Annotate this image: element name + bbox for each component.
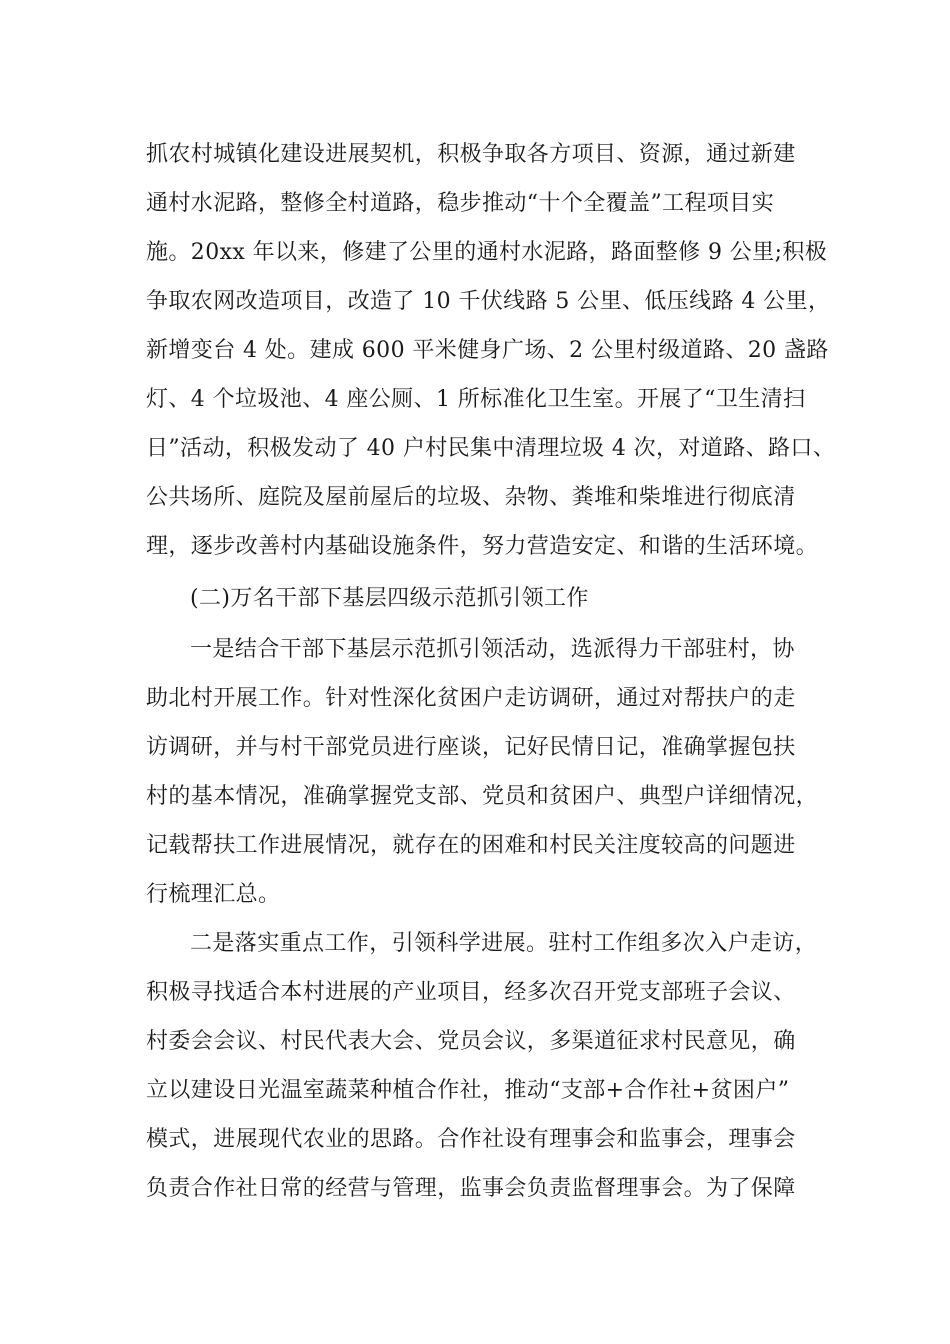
text-line: 村的基本情况，准确掌握党支部、党员和贫困户、典型户详细情况， — [146, 784, 819, 809]
text-line: 灯、4 个垃圾池、4 座公厕、1 所标准化卫生室。开展了“卫生清扫 — [146, 387, 806, 412]
text-line: 行梳理汇总。 — [146, 882, 281, 907]
text-line: 立以建设日光温室蔬菜种植合作社，推动“支部+合作社+贫困户” — [146, 1078, 790, 1103]
text-line: 助北村开展工作。针对性深化贫困户走访调研，通过对帮扶户的走 — [146, 686, 796, 711]
text-line: 负责合作社日常的经营与管理，监事会负责监督理事会。为了保障 — [146, 1176, 796, 1201]
text-line: 施。20xx 年以来，修建了公里的通村水泥路，路面整修 9 公里;积极 — [146, 240, 828, 265]
text-line: 二是落实重点工作，引领科学进展。驻村工作组多次入户走访， — [190, 931, 818, 956]
text-line: 一是结合干部下基层示范抓引领活动，选派得力干部驻村，协 — [190, 637, 795, 662]
text-line: 模式，进展现代农业的思路。合作社设有理事会和监事会，理事会 — [146, 1127, 796, 1152]
text-line: 新增变台 4 处。建成 600 平米健身广场、2 公里村级道路、20 盏路 — [146, 338, 829, 363]
text-line: 抓农村城镇化建设进展契机，积极争取各方项目、资源，通过新建 — [146, 142, 796, 167]
section-heading: (二)万名干部下基层四级示范抓引领工作 — [190, 586, 589, 611]
text-line: 日”活动，积极发动了 40 户村民集中清理垃圾 4 次，对道路、路口、 — [146, 436, 836, 461]
text-line: 通村水泥路，整修全村道路，稳步推动“十个全覆盖”工程项目实 — [146, 191, 775, 216]
text-line: 理，逐步改善村内基础设施条件，努力营造安定、和谐的生活环境。 — [146, 534, 819, 559]
text-line: 记载帮扶工作进展情况，就存在的困难和村民关注度较高的问题进 — [146, 833, 796, 858]
text-line: 访调研，并与村干部党员进行座谈，记好民情日记，准确掌握包扶 — [146, 735, 796, 760]
text-line: 村委会会议、村民代表大会、党员会议，多渠道征求村民意见，确 — [146, 1029, 796, 1054]
text-line: 公共场所、庭院及屋前屋后的垃圾、杂物、粪堆和柴堆进行彻底清 — [146, 485, 796, 510]
text-line: 争取农网改造项目，改造了 10 千伏线路 5 公里、低压线路 4 公里， — [146, 289, 831, 314]
text-line: 积极寻找适合本村进展的产业项目，经多次召开党支部班子会议、 — [146, 980, 796, 1005]
